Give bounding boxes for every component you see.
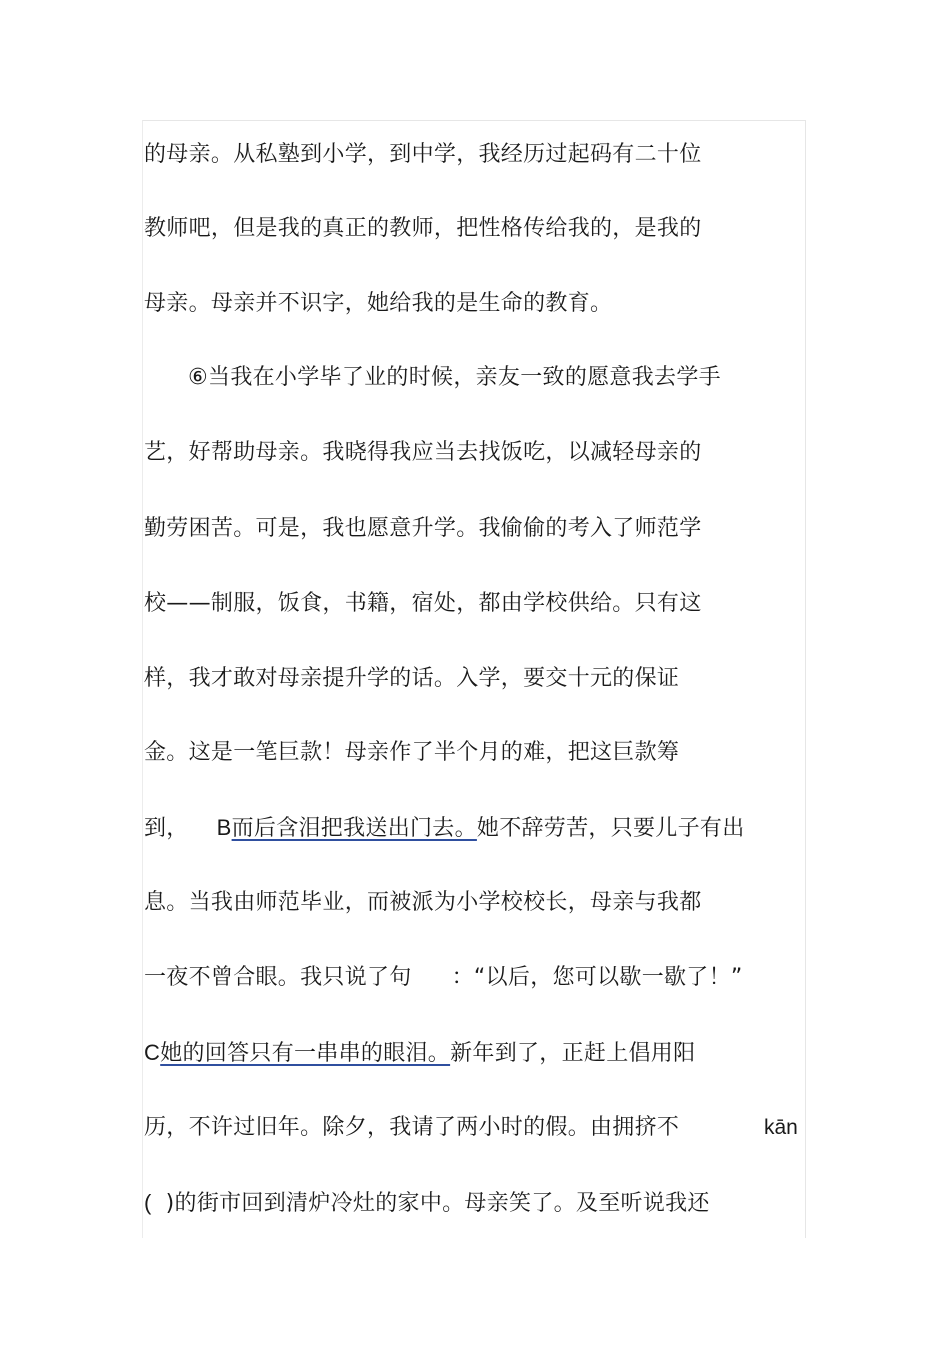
text-line-15	[144, 1188, 710, 1219]
text-line-2: 教师吧，但是我的真正的教师，把性格传给我的，是我的	[144, 216, 702, 241]
text-line-11: 息。当我由师范毕业，而被派为小学校校长，母亲与我都	[144, 890, 702, 915]
text-line-10	[144, 813, 745, 844]
line-15-suffix: )的街市回到清炉冷灶的家中。母亲笑了。及至听说我还	[165, 1191, 710, 1216]
line-12-quote: ：“以后，您可以歇一歇了！”	[451, 965, 743, 990]
text-line-12	[144, 963, 743, 993]
text-line-1: 的母亲。从私塾到小学，到中学，我经历过起码有二十位	[144, 142, 702, 167]
blank-open-paren: (	[144, 1190, 152, 1215]
text-line-3: 母亲。母亲并不识字，她给我的是生命的教育。	[144, 291, 613, 316]
text-line-9: 金。这是一笔巨款！母亲作了半个月的难，把这巨款筹	[144, 740, 680, 765]
text-line-7: 校——制服，饭食，书籍，宿处，都由学校供给。只有这	[144, 591, 702, 616]
line-13-suffix: 新年到了，正赶上倡用阳	[450, 1041, 696, 1066]
line-12-prefix: 一夜不曾合眼。我只说了句	[144, 965, 412, 990]
underlined-sentence-c: 她的回答只有一串串的眼泪。	[160, 1041, 451, 1066]
text-line-5: 艺，好帮助母亲。我晓得我应当去找饭吃，以减轻母亲的	[144, 440, 702, 465]
text-line-8: 样，我才敢对母亲提升学的话。入学，要交十元的保证	[144, 666, 680, 691]
paragraph-6-start: ⑥当我在小学毕了业的时候，亲友一致的愿意我去学手	[188, 365, 721, 390]
line-10-suffix: 她不辞劳苦，只要儿子有出	[476, 816, 745, 841]
line-10-prefix: 到，	[144, 816, 189, 841]
text-line-6: 勤劳困苦。可是，我也愿意升学。我偷偷的考入了师范学	[144, 516, 702, 541]
underlined-sentence-b: 而后含泪把我送出门去。	[231, 816, 477, 841]
text-line-14: 历，不许过旧年。除夕，我请了两小时的假。由拥挤不	[144, 1115, 680, 1140]
marker-c: C	[144, 1040, 161, 1065]
marker-b: B	[216, 815, 232, 840]
pinyin-annotation: kān	[764, 1116, 798, 1139]
text-line-13	[144, 1038, 695, 1069]
